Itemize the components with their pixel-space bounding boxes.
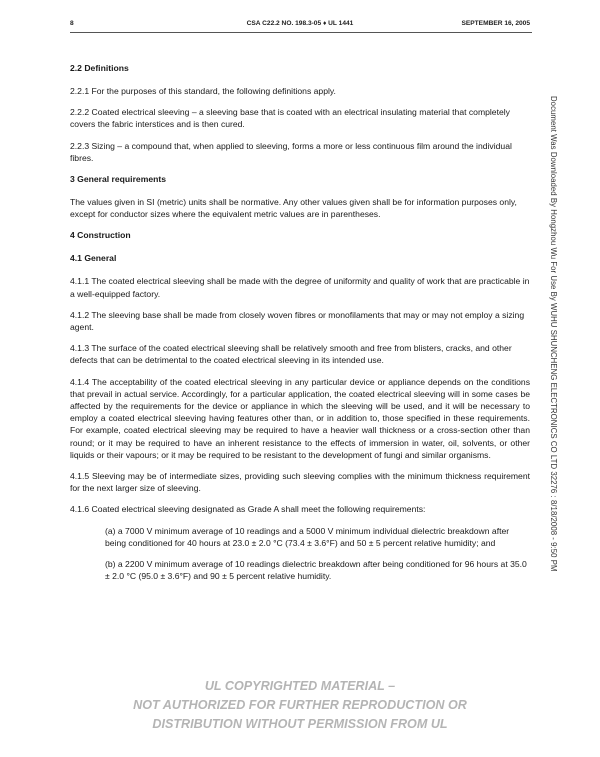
clause-paragraph: 2.2.1 For the purposes of this standard, the following definitions apply. xyxy=(70,86,336,96)
standard-designation: CSA C22.2 NO. 198.3-05 ♦ UL 1441 xyxy=(246,20,354,27)
clause-paragraph: 2.2.3 Sizing – a compound that, when applied to sleeving, forms a more or less continuous film around the individual fibres. xyxy=(70,140,512,163)
document-body xyxy=(70,62,530,591)
clause-paragraph: 4.1.4 The acceptability of the coated electrical sleeving in any particular device or appliance depends on the conditions that prevail in actual service. Accordingly, for a particular application, the coated electrical sleeving will in some cases be affected by the requirements for the device or appliance in which the sleeving will be used, and it will be necessary to employ a coated electrical sleeving having features other than, or in addition to, those specified in these requirements. For example, coated electrical sleeving may be required to have a heavier wall thickness or a cross-section other than round; or it may be required to have an inherent resistance to the effects of immersion in water, oil, solvents, or other liquids or their vapours; or it may be required to be resistant to the development of fungi and similar organisms. xyxy=(70,376,530,460)
requirement-item: (b) a 2200 V minimum average of 10 readings dielectric breakdown after being conditioned for 96 hours at 35.0 ± 2.0 °C (95.0 ± 3.6°F) and 90 ± 5 percent relative humidity. xyxy=(105,559,527,582)
clause-paragraph: 4.1.6 Coated electrical sleeving designated as Grade A shall meet the following requirements: xyxy=(70,504,426,515)
publication-date: SEPTEMBER 16, 2005 xyxy=(461,20,530,27)
section-heading: 4 Construction xyxy=(70,230,131,241)
clause-paragraph: 4.1.3 The surface of the coated electrical sleeving shall be relatively smooth and free from blisters, cracks, and other defects that can be detrimental to the coated electrical sleeving in its intended use. xyxy=(70,343,512,366)
watermark-line: DISTRIBUTION WITHOUT PERMISSION FROM UL xyxy=(152,717,448,731)
page-number: 8 xyxy=(70,20,74,27)
section-heading: 3 General requirements xyxy=(70,174,167,185)
section-heading: 2.2 Definitions xyxy=(70,63,129,73)
clause-paragraph: 4.1.1 The coated electrical sleeving shall be made with the degree of uniformity and quality of work that are practicable in a well-equipped factory. xyxy=(70,276,530,299)
watermark-line: UL COPYRIGHTED MATERIAL – xyxy=(204,679,396,693)
download-notice: Document Was Downloaded By Hongzhou Wu For Use By WUHU SHUNCHENG ELECTRONICS CO LTD 32276 : 8/18/2008 - 9:50 PM xyxy=(549,96,558,572)
clause-paragraph: 2.2.2 Coated electrical sleeving – a sleeving base that is coated with an electrical insulating material that completely covers the fabric interstices and is then cured. xyxy=(70,107,510,130)
requirement-item: (a) a 7000 V minimum average of 10 readings and a 5000 V minimum individual dielectric breakdown after being conditioned for 40 hours at 23.0 ± 2.0 °C (73.4 ± 3.6°F) and 50 ± 5 percent relative humidity; and xyxy=(105,525,510,548)
clause-paragraph: 4.1.2 The sleeving base shall be made from closely woven fibres or monofilaments that may or may not employ a sizing agent. xyxy=(70,309,525,333)
clause-paragraph: 4.1.5 Sleeving may be of intermediate sizes, providing such sleeving complies with the minimum thickness requirement for the next larger size of sleeving. xyxy=(70,471,530,494)
header-rule xyxy=(70,32,532,33)
watermark-line: NOT AUTHORIZED FOR FURTHER REPRODUCTION OR xyxy=(133,698,467,712)
section-heading: 4.1 General xyxy=(70,253,117,264)
copyright-watermark xyxy=(70,677,530,734)
clause-paragraph: The values given in SI (metric) units shall be normative. Any other values given shall be for information purposes only, except for conductor sizes where the equivalent metric values are in parentheses. xyxy=(70,197,517,220)
